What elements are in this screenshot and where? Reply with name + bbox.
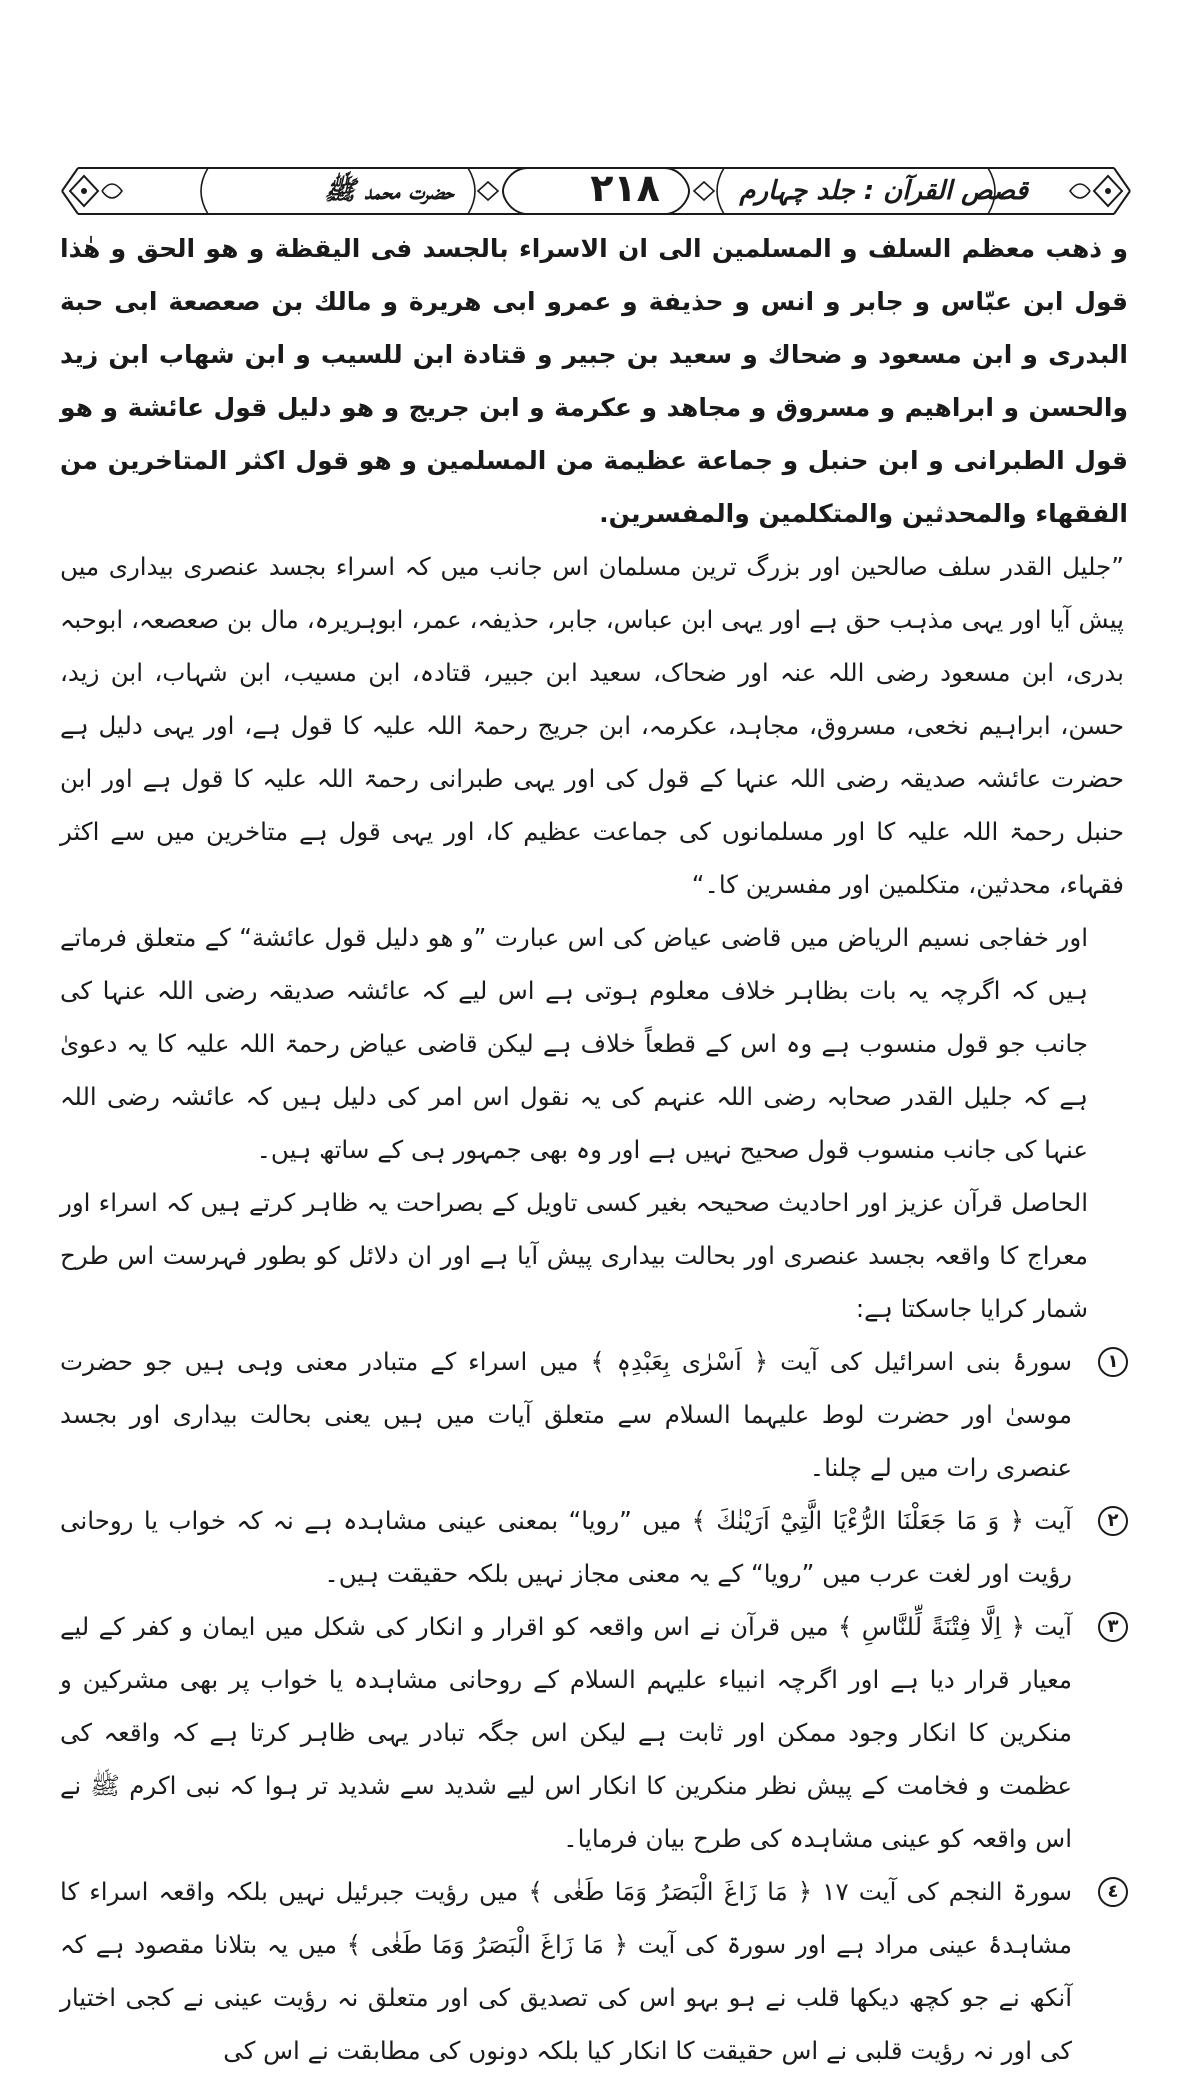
chapter-title: حضرت محمد ﷺ: [324, 176, 454, 206]
item-number: ٤: [1098, 1877, 1128, 1907]
item-text: سورۂ بنی اسرائیل کی آیت ﴿ اَسْرٰى بِعَبْدِهٖ ﴾ میں اسراء کے متبادر معنی وہی ہیں جو حضرت موسیٰ اور حضرت لوط علیہما السلام سے متعلق آیات میں ہیں یعنی بحالت بیداری اور بجسد عنصری رات میں لے چلنا۔: [60, 1347, 1072, 1482]
quote-translation: ”جلیل القدر سلف صالحین اور بزرگ ترین مسلمان اس جانب میں کہ اسراء بجسد عنصری بیداری میں پیش آیا اور یہی مذہب حق ہے اور یہی ابن عباس، جابر، حذیفہ، عمر، ابوہریرہ، مال بن صعصعہ، ابوحبہ بدری، ابن مسعود رضی اللہ عنہ اور ضحاک، سعید ابن جبیر، قتادہ، ابن مسیب، ابن شہاب، ابن زید، حسن، ابراہیم نخعی، مسروق، مجاہد، عکرمہ، ابن جریج رحمۃ اللہ علیہ کا قول ہے، اور یہی دلیل ہے حضرت عائشہ صدیقہ رضی اللہ عنہا کے قول کی اور یہی طبرانی رحمۃ اللہ علیہ کا قول ہے اور ابن حنبل رحمۃ اللہ علیہ کا اور مسلمانوں کی جماعت عظیم کا، اور یہی قول ہے متاخرین میں سے اکثر فقہاء، محدثین، متکلمین اور مفسرین کا۔“: [60, 552, 1124, 899]
list-item: [60, 1494, 1128, 1600]
item-number: ٢: [1098, 1506, 1128, 1536]
list-item: [60, 1865, 1128, 2077]
paragraph-khafaji: اور خفاجی نسیم الریاض میں قاضی عیاض کی اس عبارت ”و هو دلیل قول عائشة“ کے متعلق فرماتے ہیں کہ اگرچہ یہ بات بظاہر خلاف معلوم ہوتی ہے اس لیے کہ عائشہ صدیقہ رضی اللہ عنہا کی جانب جو قول منسوب ہے وہ اس کے قطعاً خلاف ہے لیکن قاضی عیاض رحمۃ اللہ علیہ کا یہ دعویٰ ہے کہ جلیل القدر صحابہ رضی اللہ عنہم کی یہ نقول اس امر کی دلیل ہیں کہ عائشہ رضی اللہ عنہا کی جانب منسوب قول صحیح نہیں ہے اور وہ بھی جمہور ہی کے ساتھ ہیں۔: [60, 923, 1088, 1164]
page-number: ۲۱۸: [590, 166, 660, 210]
item-number: ١: [1098, 1347, 1128, 1377]
page-body: [60, 222, 1128, 2077]
paragraph-summary: الحاصل قرآن عزیز اور احادیث صحیحہ بغیر کسی تاویل کے بصراحت یہ ظاہر کرتے ہیں کہ اسراء اور معراج کا واقعہ بجسد عنصری اور بحالت بیداری پیش آیا ہے اور ان دلائل کو بطور فہرست اس طرح شمار کرایا جاسکتا ہے:: [60, 1188, 1088, 1323]
item-text: سورۃ النجم کی آیت ١٧ ﴿ مَا زَاغَ الْبَصَرُ وَمَا طَغٰى ﴾ میں رؤیت جبرئیل نہیں بلکہ واقعہ اسراء کا مشاہدۂ عینی مراد ہے اور سورۃ کی آیت ﴿ مَا زَاغَ الْبَصَرُ وَمَا طَغٰى ﴾ میں یہ بتلانا مقصود ہے کہ آنکھ نے جو کچھ دیکھا قلب نے ہو بہو اس کی تصدیق کی اور متعلق نہ رؤیت عینی نے کجی اختیار کی اور نہ رؤیت قلبی نے اس حقیقت کا انکار کیا بلکہ دونوں کی مطابقت نے اس کی: [60, 1877, 1072, 2065]
item-text: آیت ﴿ وَ مَا جَعَلْنَا الرُّءْيَا الَّتِيْٓ اَرَيْنٰكَ ﴾ میں ”رویا“ بمعنی عینی مشاہدہ ہے نہ کہ خواب یا روحانی رؤیت اور لغت عرب میں ”رویا“ کے یہ معنی مجاز نہیں بلکہ حقیقت ہیں۔: [60, 1506, 1072, 1588]
item-number: ٣: [1098, 1612, 1128, 1642]
list-item: [60, 1600, 1128, 1865]
list-item: [60, 1335, 1128, 1494]
arabic-quote: و ذهب معظم السلف و المسلمين الى ان الاسراء بالجسد فى اليقظة و هو الحق و هٰذا قول ابن عبّاس و جابر و انس و حذيفة و عمرو ابى هريرة و مالك بن صعصعة ابى حبة البدرى و ابن مسعود و ضحاك و سعيد بن جبير و قتادة ابن للسيب و ابن شهاب ابن زيد والحسن و ابراهيم و مسروق و مجاهد و عكرمة و ابن جريج و هو دليل قول عائشة و هو قول الطبرانى و ابن حنبل و جماعة عظيمة من المسلمين و هو قول اكثر المتاخرين من الفقهاء والمحدثين والمتكلمين والمفسرين.: [60, 234, 1128, 528]
book-title: قصص القرآن : جلد چہارم: [739, 176, 1028, 206]
page-header: [58, 160, 1134, 222]
item-text: آیت ﴿ اِلَّا فِتْنَةً لِّلنَّاسِ ﴾ میں قرآن نے اس واقعہ کو اقرار و انکار کی شکل میں ایمان و کفر کے لیے معیار قرار دیا ہے اور اگرچہ انبیاء علیہم السلام کے روحانی مشاہدہ یا خواب پر بھی مشرکین و منکرین کا انکار وجود ممکن اور ثابت ہے لیکن اس جگہ تبادر یہی ظاہر کرتا ہے کہ واقعہ کی عظمت و فخامت کے پیش نظر منکرین کا انکار اس لیے شدید سے شدید تر ہوا کہ نبی اکرم ﷺ نے اس واقعہ کو عینی مشاہدہ کی طرح بیان فرمایا۔: [60, 1612, 1072, 1853]
